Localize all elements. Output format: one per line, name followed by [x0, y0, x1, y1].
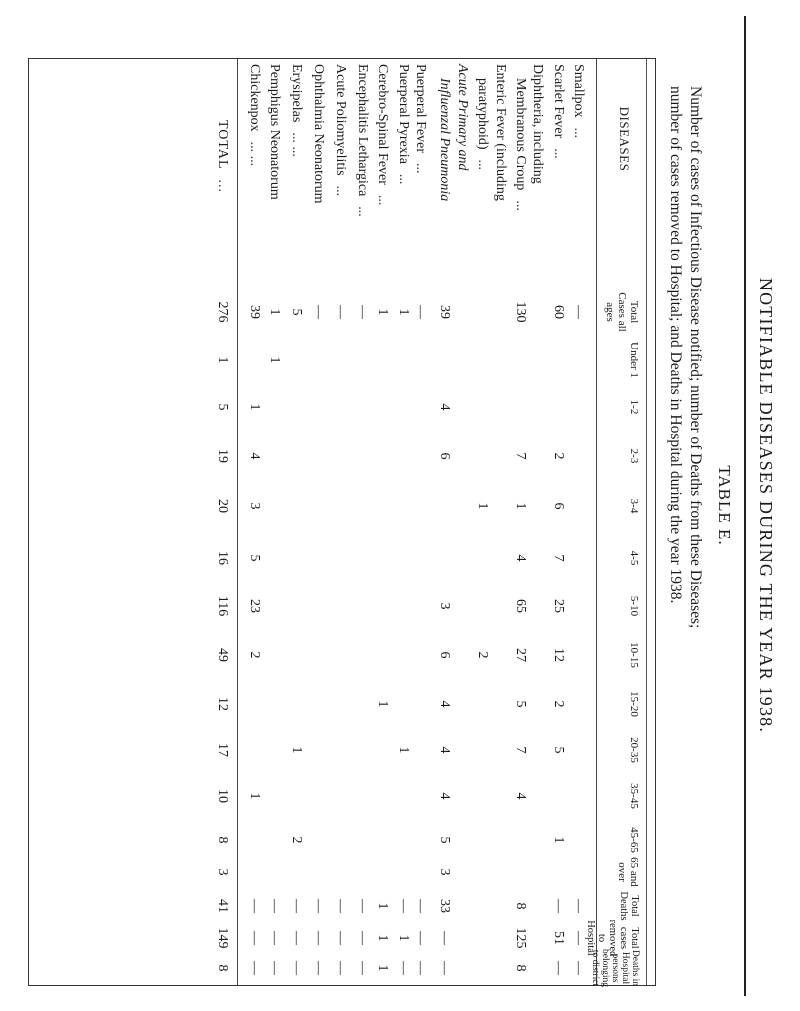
table-cell: —	[311, 961, 326, 975]
table-cell: 20	[215, 499, 230, 513]
table-cell: —	[571, 305, 586, 319]
leader-dots: ... ...	[289, 132, 304, 157]
table-cell: 1	[375, 934, 390, 942]
table-cell: 39	[247, 305, 262, 319]
disease-label: Erysipelas	[289, 64, 304, 123]
disease-label: Smallpox	[571, 64, 586, 118]
disease-label: Puerperal Fever	[413, 64, 428, 154]
caption-line-2: number of cases removed to Hospital; and Deaths in Hospital during the year 1938.	[667, 86, 684, 604]
disease-name	[512, 78, 528, 211]
disease-name	[214, 120, 230, 193]
table-cell: 51	[551, 931, 566, 945]
table-cell: —	[289, 899, 304, 913]
table-cell: —	[396, 961, 411, 975]
table-cell: 1	[247, 403, 262, 411]
disease-label: Diphtheria, including	[530, 64, 545, 184]
table-cell: 3	[247, 502, 262, 510]
table-cell: 17	[215, 743, 230, 757]
disease-label: paratyphoid)	[475, 78, 490, 150]
table-cell: —	[247, 899, 262, 913]
disease-name	[266, 64, 282, 200]
leader-dots: ...	[215, 179, 230, 194]
disease-name	[474, 78, 490, 170]
header-col-11: 35-45	[628, 783, 640, 809]
header-bottom-rule	[596, 58, 597, 986]
table-cell: 4	[513, 554, 528, 562]
disease-name	[550, 64, 566, 159]
table-cell: 1	[375, 964, 390, 972]
disease-label: Cerebro-Spinal Fever	[375, 64, 390, 185]
table-cell: 4	[437, 746, 452, 754]
header-col-6: 4-5	[628, 550, 640, 566]
disease-label: Ophthalmia Neonatorum	[311, 64, 326, 204]
table-cell: —	[333, 305, 348, 319]
table-cell: 4	[247, 452, 262, 460]
header-diseases: DISEASES	[617, 106, 632, 172]
table-cell: 4	[437, 792, 452, 800]
table-cell: 1	[396, 934, 411, 942]
table-cell: 1	[289, 746, 304, 754]
leader-dots: ...	[355, 206, 370, 217]
disease-name	[436, 78, 452, 201]
disease-label: Pemphigus Neonatorum	[267, 64, 282, 200]
table-cell: 1	[215, 356, 230, 364]
header-col-14: Total Deaths	[618, 891, 640, 921]
disease-name	[529, 64, 545, 184]
table-cell: 5	[551, 746, 566, 754]
table-cell: —	[355, 899, 370, 913]
table-cell: 276	[215, 301, 230, 323]
header-col-3: 1-2	[628, 399, 640, 415]
table-cell: 60	[551, 305, 566, 319]
table-cell: 1	[396, 746, 411, 754]
disease-name	[570, 64, 586, 138]
table-cell: 1	[513, 502, 528, 510]
table-cell: —	[333, 899, 348, 913]
table-frame-inner-rule	[646, 58, 647, 986]
table-cell: —	[355, 305, 370, 319]
table-cell: 8	[513, 902, 528, 910]
table-cell: 4	[437, 700, 452, 708]
table-cell: 4	[437, 403, 452, 411]
header-col-2: Under 1	[628, 342, 640, 378]
table-cell: 1	[551, 836, 566, 844]
header-col-1: Total Cases all ages	[604, 292, 640, 332]
table-cell: —	[267, 931, 282, 945]
table-cell: 130	[513, 301, 528, 323]
table-cell: 25	[551, 599, 566, 613]
main-title: NOTIFIABLE DISEASES DURING THE YEAR 1938.	[756, 277, 776, 734]
table-cell: 41	[215, 899, 230, 913]
leader-dots: ...	[333, 185, 348, 197]
disease-label: TOTAL	[215, 120, 230, 170]
header-col-13: 65 and over	[616, 857, 640, 887]
disease-name	[354, 64, 370, 217]
header-col-12: 45-65	[628, 827, 640, 853]
title-rule	[744, 16, 746, 996]
table-cell: 10	[215, 789, 230, 803]
table-cell: 1	[247, 792, 262, 800]
table-cell: 39	[437, 305, 452, 319]
table-cell: 1	[375, 902, 390, 910]
table-cell: —	[355, 961, 370, 975]
disease-label: Influenzal Pneumonia	[437, 78, 452, 202]
table-cell: —	[551, 899, 566, 913]
header-col-7: 5-10	[628, 595, 640, 617]
table-cell: 125	[513, 927, 528, 949]
disease-name	[310, 64, 326, 204]
table-cell: —	[571, 961, 586, 975]
leader-dots: ...	[413, 163, 428, 174]
disease-name	[492, 64, 508, 201]
table-cell: 19	[215, 449, 230, 463]
table-cell: —	[413, 899, 428, 913]
table-cell: 7	[513, 746, 528, 754]
table-cell: 5	[513, 700, 528, 708]
disease-name	[374, 64, 390, 205]
table-cell: —	[437, 961, 452, 975]
table-cell: 27	[513, 648, 528, 662]
table-cell: —	[311, 931, 326, 945]
table-cell: —	[571, 931, 586, 945]
leader-dots: ...	[475, 159, 490, 171]
table-cell: 8	[215, 836, 230, 844]
table-cell: 12	[215, 697, 230, 711]
table-cell: —	[396, 899, 411, 913]
table-cell: 23	[247, 599, 262, 613]
leader-dots: ...	[396, 173, 411, 185]
disease-label: Scarlet Fever	[551, 64, 566, 139]
table-cell: 5	[247, 554, 262, 562]
disease-name	[454, 64, 470, 171]
table-cell: —	[413, 931, 428, 945]
table-cell: 8	[215, 964, 230, 972]
disease-label: Chickenpox	[247, 64, 262, 132]
table-cell: —	[267, 961, 282, 975]
table-cell: 5	[215, 403, 230, 411]
table-cell: 3	[437, 602, 452, 610]
table-cell: —	[311, 305, 326, 319]
table-cell: —	[551, 961, 566, 975]
table-cell: 2	[551, 700, 566, 708]
table-cell: 49	[215, 648, 230, 662]
header-col-9: 15-20	[628, 691, 640, 717]
disease-label: Puerperal Pyrexia	[396, 64, 411, 164]
table-cell: —	[413, 305, 428, 319]
table-cell: 4	[513, 792, 528, 800]
table-title: TABLE E.	[715, 465, 734, 546]
table-cell: 33	[437, 899, 452, 913]
table-cell: —	[413, 961, 428, 975]
table-cell: 12	[551, 648, 566, 662]
leader-dots: ...	[513, 200, 528, 211]
table-cell: 1	[396, 308, 411, 316]
table-cell: —	[571, 899, 586, 913]
disease-name	[332, 64, 348, 196]
table-cell: 6	[437, 452, 452, 460]
table-cell: 5	[289, 308, 304, 316]
total-rule	[237, 58, 238, 986]
header-col-8: 10-15	[628, 642, 640, 668]
header-col-4: 2-3	[628, 448, 640, 464]
table-cell: —	[267, 899, 282, 913]
table-cell: 116	[215, 595, 230, 617]
table-cell: —	[289, 961, 304, 975]
table-cell: 7	[513, 452, 528, 460]
table-cell: 6	[437, 651, 452, 659]
table-cell: 2	[289, 836, 304, 844]
table-cell: 16	[215, 551, 230, 565]
header-col-10: 20-35	[628, 737, 640, 763]
table-cell: 65	[513, 599, 528, 613]
table-cell: 1	[267, 356, 282, 364]
disease-name	[288, 64, 304, 157]
header-col-16: Deaths in Hospital persons belonging to district	[590, 949, 640, 987]
disease-label: Acute Primary and	[455, 64, 470, 171]
disease-label: Enteric Fever (including	[493, 64, 508, 201]
table-cell: —	[311, 899, 326, 913]
table-cell: —	[289, 931, 304, 945]
leader-dots: ...	[375, 194, 390, 206]
table-cell: 7	[551, 554, 566, 562]
leader-dots: ... ...	[247, 141, 262, 167]
disease-name	[412, 64, 428, 174]
table-cell: —	[333, 931, 348, 945]
table-cell: —	[437, 931, 452, 945]
header-col-5: 3-4	[628, 498, 640, 514]
table-cell: 2	[247, 651, 262, 659]
table-cell: 5	[437, 836, 452, 844]
table-cell: 149	[215, 927, 230, 949]
table-cell: 6	[551, 502, 566, 510]
disease-name	[395, 64, 411, 184]
table-cell: —	[247, 961, 262, 975]
table-cell: 1	[475, 502, 490, 510]
leader-dots: ...	[551, 148, 566, 159]
table-cell: 8	[513, 964, 528, 972]
disease-label: Acute Poliomyelitis	[333, 64, 348, 176]
table-cell: 2	[475, 651, 490, 659]
disease-label: Membranous Croup	[513, 78, 528, 191]
disease-label: Encephalitis Lethargica	[355, 64, 370, 197]
caption-line-1: Number of cases of Infectious Disease notified; number of Deaths from these Diseases;	[687, 86, 704, 629]
table-cell: —	[355, 931, 370, 945]
table-cell: —	[247, 931, 262, 945]
leader-dots: ...	[571, 127, 586, 139]
disease-name	[246, 64, 262, 166]
table-cell: 3	[437, 868, 452, 876]
table-cell: 2	[551, 452, 566, 460]
table-cell: 1	[375, 308, 390, 316]
table-cell: 1	[267, 308, 282, 316]
table-cell: —	[333, 961, 348, 975]
table-cell: 1	[375, 700, 390, 708]
table-cell: 3	[215, 868, 230, 876]
header-col-15: Total cases removed to Hospital	[585, 919, 640, 957]
